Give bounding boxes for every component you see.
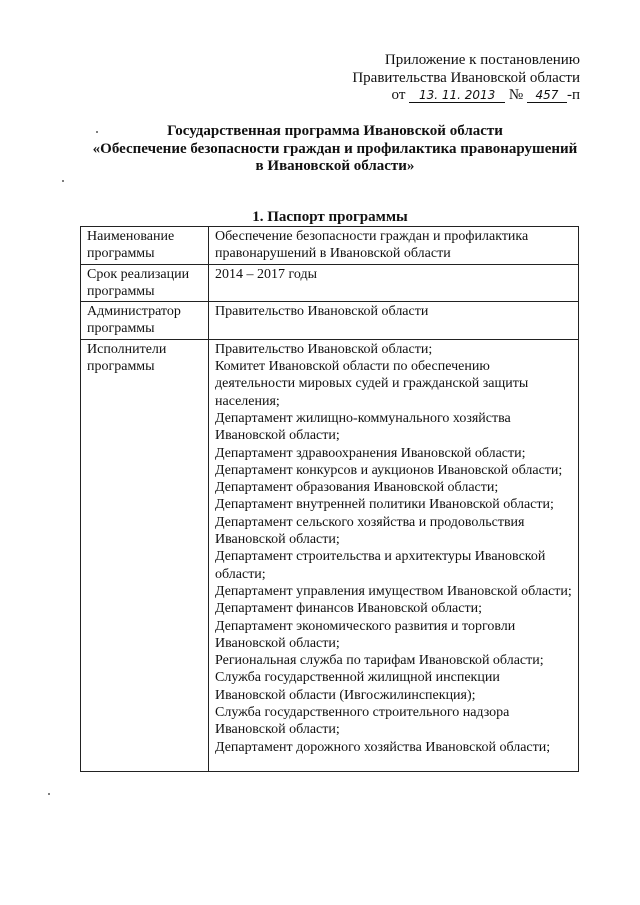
table-row (81, 227, 579, 265)
list-item: Департамент управления имуществом Ивановской области; (215, 583, 572, 599)
number-label: № (508, 87, 524, 103)
list-item: Департамент конкурсов и аукционов Ивановской области; (215, 462, 563, 478)
row-value: 2014 – 2017 годы (209, 264, 579, 302)
list-item: Департамент строительства и архитектуры Ивановской области; (215, 549, 546, 582)
appendix-header (352, 52, 580, 105)
table-row (81, 302, 579, 340)
list-item: Департамент внутренней политики Ивановской области; (215, 497, 554, 513)
program-title-line-2: «Обеспечение безопасности граждан и профилактика правонарушений (92, 140, 578, 157)
list-item: Служба государственного строительного надзора Ивановской области; (215, 705, 510, 738)
list-item: Департамент экономического развития и торговли Ивановской области; (215, 618, 516, 651)
appendix-line-3 (352, 87, 580, 105)
row-label: Наименование программы (81, 227, 209, 265)
row-label: Исполнители программы (81, 339, 209, 771)
passport-table (80, 226, 579, 772)
appendix-line-2: Правительства Ивановской области (352, 69, 580, 86)
list-item: Департамент здравоохранения Ивановской области; (215, 445, 526, 461)
table-row (81, 264, 579, 302)
list-item: Служба государственной жилищной инспекции Ивановской области (Ивгосжилинспекция); (215, 670, 500, 703)
list-item: Комитет Ивановской области по обеспечению деятельности мировых судей и гражданской защиты населения; (215, 359, 529, 409)
appendix-line-1: Приложение к постановлению (384, 52, 580, 68)
scan-speck (96, 131, 98, 133)
executors-list (209, 339, 579, 771)
program-title (70, 123, 600, 176)
handwritten-number: 457 (527, 89, 567, 103)
row-label: Срок реализации программы (81, 264, 209, 302)
program-title-line-1: Государственная программа Ивановской области (167, 123, 503, 139)
number-suffix: -п (566, 87, 580, 103)
section-title: 1. Паспорт программы (252, 209, 408, 225)
scan-speck (62, 180, 64, 182)
list-item: Департамент сельского хозяйства и продовольствия Ивановской области; (215, 514, 525, 548)
row-value: Правительство Ивановской области (209, 302, 579, 340)
program-title-line-3: в Ивановской области» (255, 158, 415, 174)
handwritten-date: 13. 11. 2013 (409, 89, 505, 103)
list-item: Департамент финансов Ивановской области; (215, 601, 482, 617)
list-item: Департамент дорожного хозяйства Ивановской области; (215, 739, 551, 755)
row-value: Обеспечение безопасности граждан и профилактика правонарушений в Ивановской области (209, 227, 579, 265)
list-item: Правительство Ивановской области; (215, 341, 433, 357)
list-item: Региональная служба по тарифам Ивановской области; (215, 653, 544, 669)
table-row (81, 339, 579, 771)
list-item: Департамент образования Ивановской области; (215, 480, 499, 496)
from-label: от (391, 87, 406, 103)
scan-speck (48, 793, 50, 795)
list-item: Департамент жилищно-коммунального хозяйства Ивановской области; (215, 410, 511, 444)
row-label: Администратор программы (81, 302, 209, 340)
